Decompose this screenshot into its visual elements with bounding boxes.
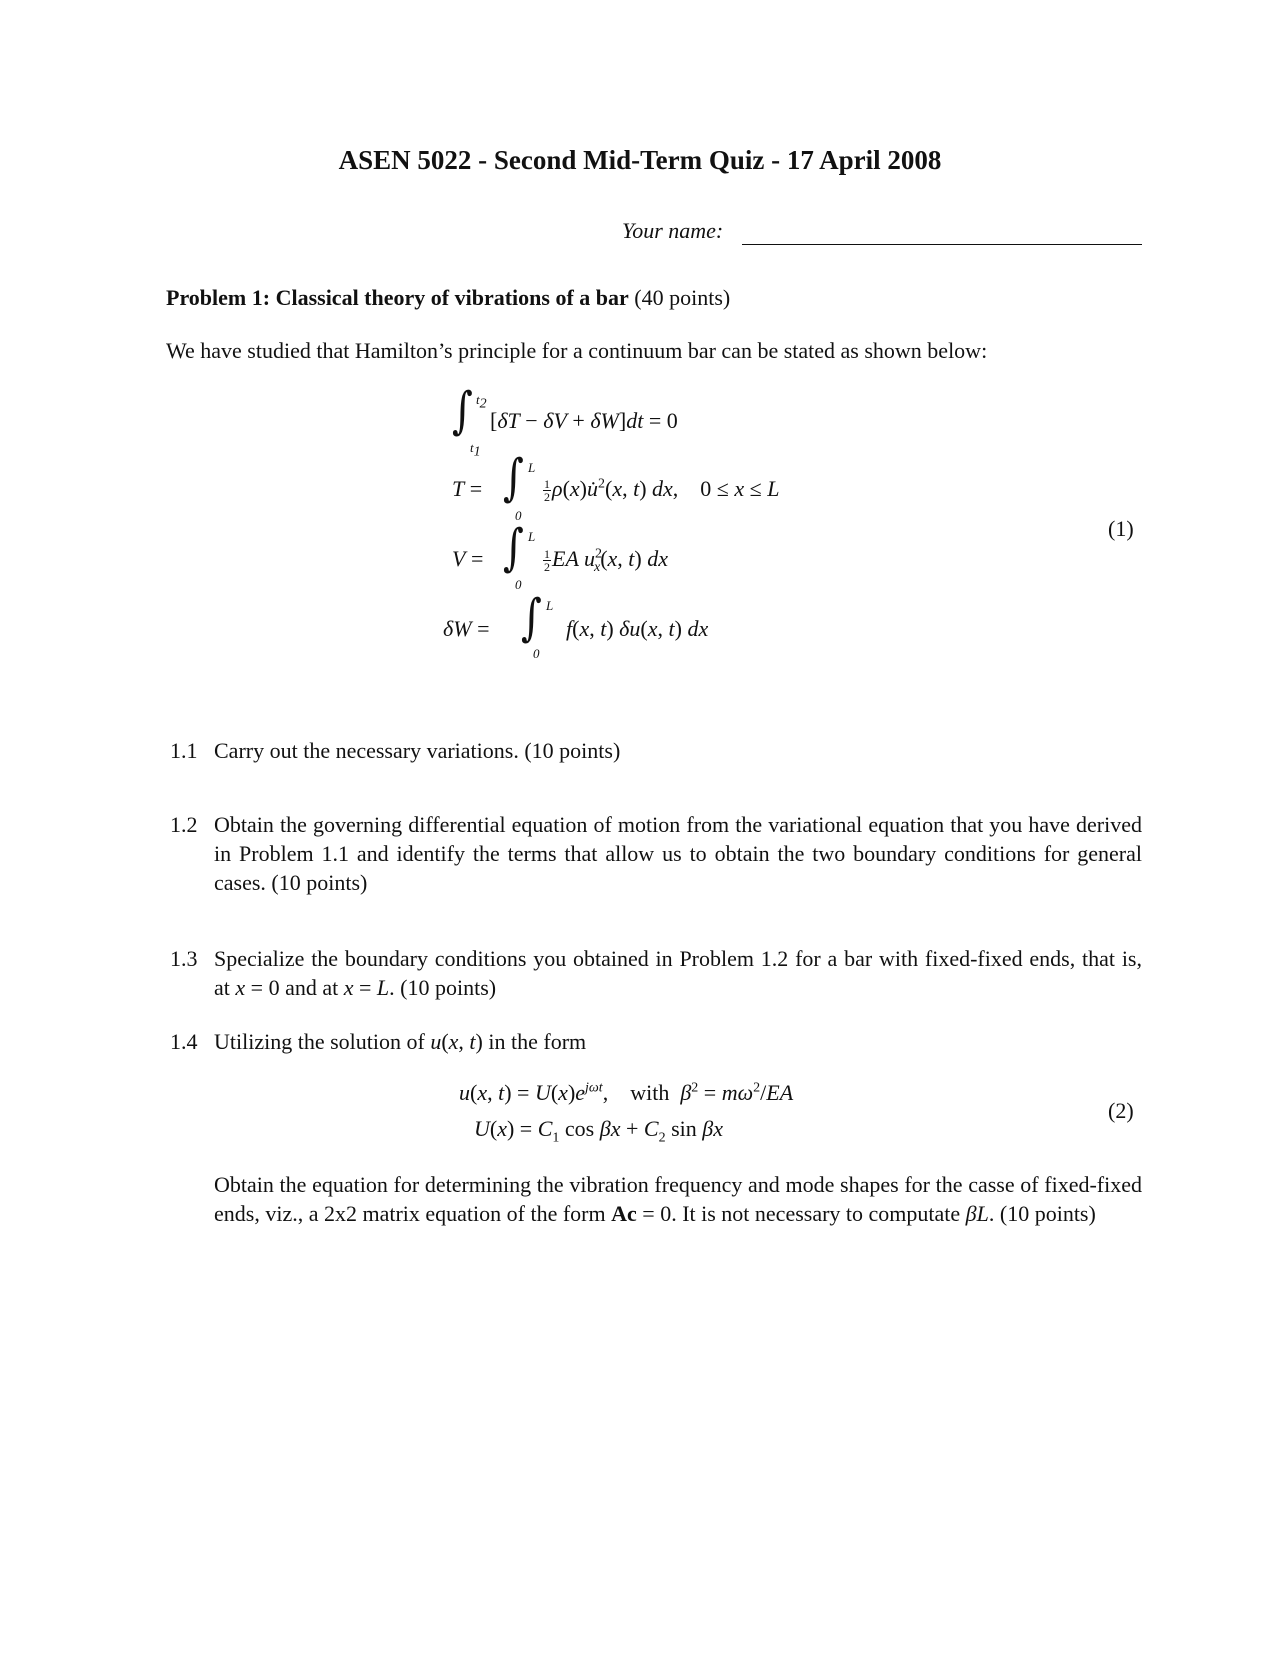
item-number: 1.4 [170, 1029, 198, 1054]
integral-upper-limit: L [546, 598, 554, 613]
equation-block-1 [0, 0, 1280, 680]
problem-points: (40 points) [634, 285, 731, 310]
item-text: Carry out the necessary variations. (10 points) [214, 738, 621, 763]
integral-sign: ∫ [503, 449, 524, 507]
equation-potential-body: $\frac{1}{2}$ EA $u^2_x(x$, t) dx [544, 546, 669, 576]
equation-number-1: (1) [1108, 516, 1134, 541]
item-1-3 [170, 944, 1142, 1002]
item-text: Specialize the boundary conditions you obtained in Problem 1.2 for a bar with fixed-fixed ends, that is, at x = 0 and at x = L. (10 points) [214, 946, 1142, 1000]
item-1-1 [170, 736, 1142, 765]
problem-title: Problem 1: Classical theory of vibrations of a bar [166, 285, 629, 310]
item-number: 1.3 [170, 946, 198, 971]
equation-kinetic: T = [452, 476, 483, 501]
equation-kinetic-body: $\frac{1}{2}$ ρ(x)u̇$^2$(x, t) dx, 0 ≤ x ≤ L [544, 476, 780, 505]
integral-upper-limit: L [528, 460, 536, 475]
integral-sign: ∫ [452, 382, 473, 440]
problem-intro: We have studied that Hamilton’s principle for a continuum bar can be stated as shown below: [166, 338, 988, 363]
equation-solution-form: u(x, $t) = U(x)e^{j\omega t}$, with $\beta^2 = m\omega^2/EA$ [459, 1080, 794, 1105]
integral-lower-limit: $t_1$ [470, 440, 481, 460]
matrix-expression: Ac [611, 1201, 637, 1226]
integral-lower-limit: 0 [515, 577, 522, 592]
equation-potential: V = [452, 546, 484, 571]
equation-mode-shape: $U(x) = C_1$ $\cos \beta x + C_2$ sin βx [474, 1116, 723, 1146]
item-number: 1.1 [170, 738, 198, 763]
integral-upper-limit: L [528, 529, 536, 544]
equation-number-2: (2) [1108, 1098, 1134, 1123]
integral-upper-limit: $t_2$ [476, 392, 487, 412]
equation-hamilton-body: [δT − δV + δW]dt = 0 [490, 408, 678, 433]
equation-hamilton [452, 382, 473, 440]
equation-work: δW = [443, 616, 490, 641]
item-text: Obtain the governing differential equation of motion from the variational equation that you have derived in Problem 1.1 and identify the terms that allow us to obtain the two boundary conditions for general cases. (10 points) [214, 812, 1142, 895]
item-1-4 [170, 1027, 1142, 1056]
integral-sign: ∫ [521, 589, 542, 647]
equation-work-body: f(x, t) δu(x, t) dx [566, 616, 709, 641]
page-title: ASEN 5022 - Second Mid-Term Quiz - 17 April 2008 [338, 145, 942, 175]
item-text: Utilizing the solution of u(x, t) in the form [214, 1029, 587, 1054]
item-1-2 [170, 810, 1142, 897]
integral-lower-limit: 0 [515, 508, 522, 523]
integral-lower-limit: 0 [533, 646, 540, 661]
name-label: Your name: [622, 218, 724, 243]
integral-sign: ∫ [503, 519, 524, 577]
item-number: 1.2 [170, 812, 198, 837]
item-1-4-continuation: Obtain the equation for determining the vibration frequency and mode shapes for the casse of fixed-fixed ends, viz., a 2x2 matrix equation of the form Ac = 0. It is not necessary to computate βL. (10 points) [214, 1172, 1142, 1226]
